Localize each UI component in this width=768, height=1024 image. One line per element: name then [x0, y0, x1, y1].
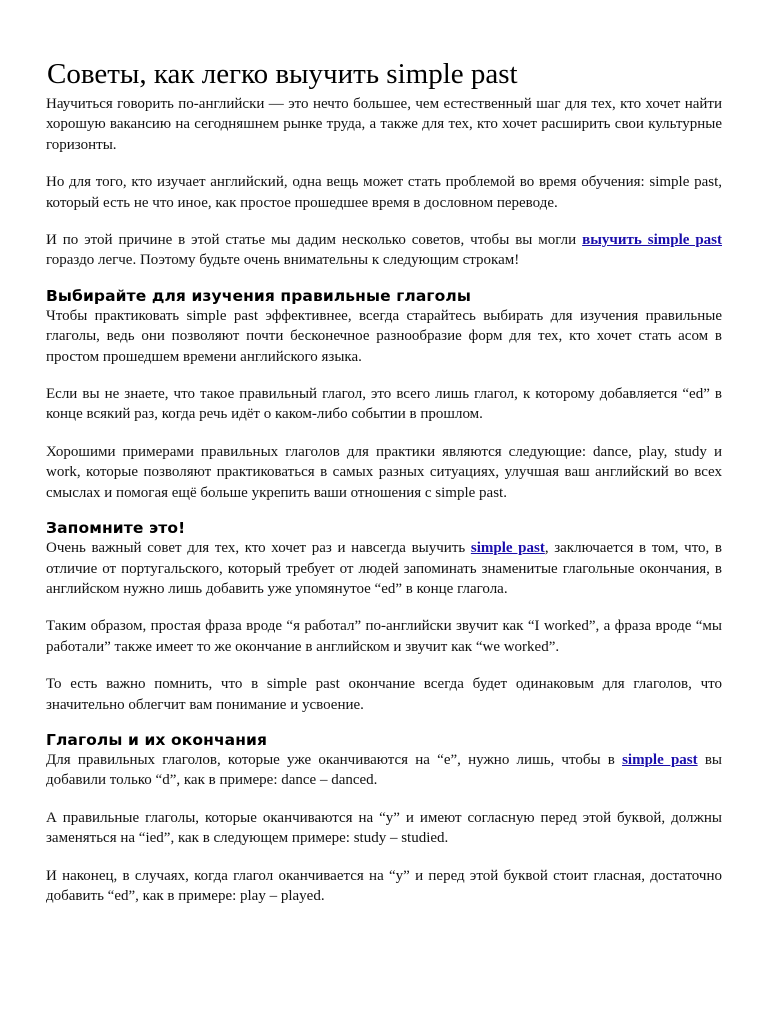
paragraph-text: гораздо легче. Поэтому будьте очень внимательны к следующим строкам! [46, 252, 520, 269]
paragraph-text: вы добавили только “d”, как в примере: dance – danced. [46, 751, 723, 789]
section1-paragraph-3: Хорошими примерами правильных глаголов для практики являются следующие: dance, play, study и work, которые позволяют практиковаться в самых разных ситуациях, улучшая ваш английский во всех смыслах и помогая ещё больше укрепить ваши отношения с simple past. [46, 443, 722, 501]
section1-paragraph-2: Если вы не знаете, что такое правильный глагол, это всего лишь глагол, к которому добавляется “ed” в конце всякий раз, когда речь идёт о каком-либо событии в прошлом. [46, 386, 722, 423]
intro-paragraph-2: Но для того, кто изучает английский, одна вещь может стать проблемой во время обучения: simple past, который есть не что иное, как простое прошедшее время в дословном переводе. [46, 174, 722, 211]
paragraph-text: Для правильных глаголов, которые уже оканчиваются на “e”, нужно лишь, чтобы в [46, 751, 623, 768]
section3-paragraph-1 [46, 750, 722, 791]
intro-paragraph-1: Научиться говорить по-английски — это нечто большее, чем естественный шаг для тех, кто хочет найти хорошую вакансию на сегодняшнем рынке труда, а также для тех, кто хочет расширить свои культурные горизонты. [46, 96, 722, 153]
section-heading-lembre-se: Запомните это! [46, 519, 186, 538]
section2-paragraph-2: Таким образом, простая фраза вроде “я работал” по-английски звучит как “I worked”, а фраза вроде “мы работали” также имеет то же окончание в английском и звучит как “we worked”. [46, 618, 722, 655]
link-simple-past[interactable]: simple past [470, 540, 545, 557]
section-heading-terminacoes: Глаголы и их окончания [46, 730, 268, 749]
article-body [46, 56, 722, 923]
page-title: Советы, как легко выучить simple past [47, 58, 518, 90]
section3-paragraph-2: А правильные глаголы, которые оканчиваются на “y” и имеют согласную перед этой буквой, должны заменяться на “ied”, как в следующем примере: study – studied. [46, 809, 722, 847]
paragraph-text: Очень важный совет для тех, кто хочет раз и навсегда выучить [46, 540, 471, 557]
section-heading-verbos-regulares: Выбирайте для изучения правильные глаголы [46, 286, 471, 305]
section2-paragraph-1 [46, 538, 722, 599]
intro-paragraph-3 [46, 230, 722, 271]
section1-paragraph-1: Чтобы практиковать simple past эффективнее, всегда старайтесь выбирать для изучения правильные глаголы, ведь они позволяют почти бесконечное разнообразие форм для тех, кто хочет стать асом в простом прошедшем времени английского языка. [46, 307, 722, 365]
link-aprender-simple-past[interactable]: выучить simple past [582, 232, 722, 249]
link-simple-past-2[interactable]: simple past [622, 751, 698, 768]
paragraph-text: , заключается в том, что, в отличие от португальского, который требует от людей запоминать знаменитые глагольные окончания, в английском нужно лишь добавить уже упомянутое “ed” в конце глагола. [46, 540, 723, 597]
section2-paragraph-3: То есть важно помнить, что в simple past окончание всегда будет одинаковым для глаголов, что значительно облегчит вам понимание и усвоение. [46, 676, 722, 713]
section3-paragraph-3: И наконец, в случаях, когда глагол оканчивается на “y” и перед этой буквой стоит гласная, достаточно добавить “ed”, как в примере: play – played. [46, 867, 722, 904]
paragraph-text: И по этой причине в этой статье мы дадим несколько советов, чтобы вы могли [46, 232, 583, 249]
